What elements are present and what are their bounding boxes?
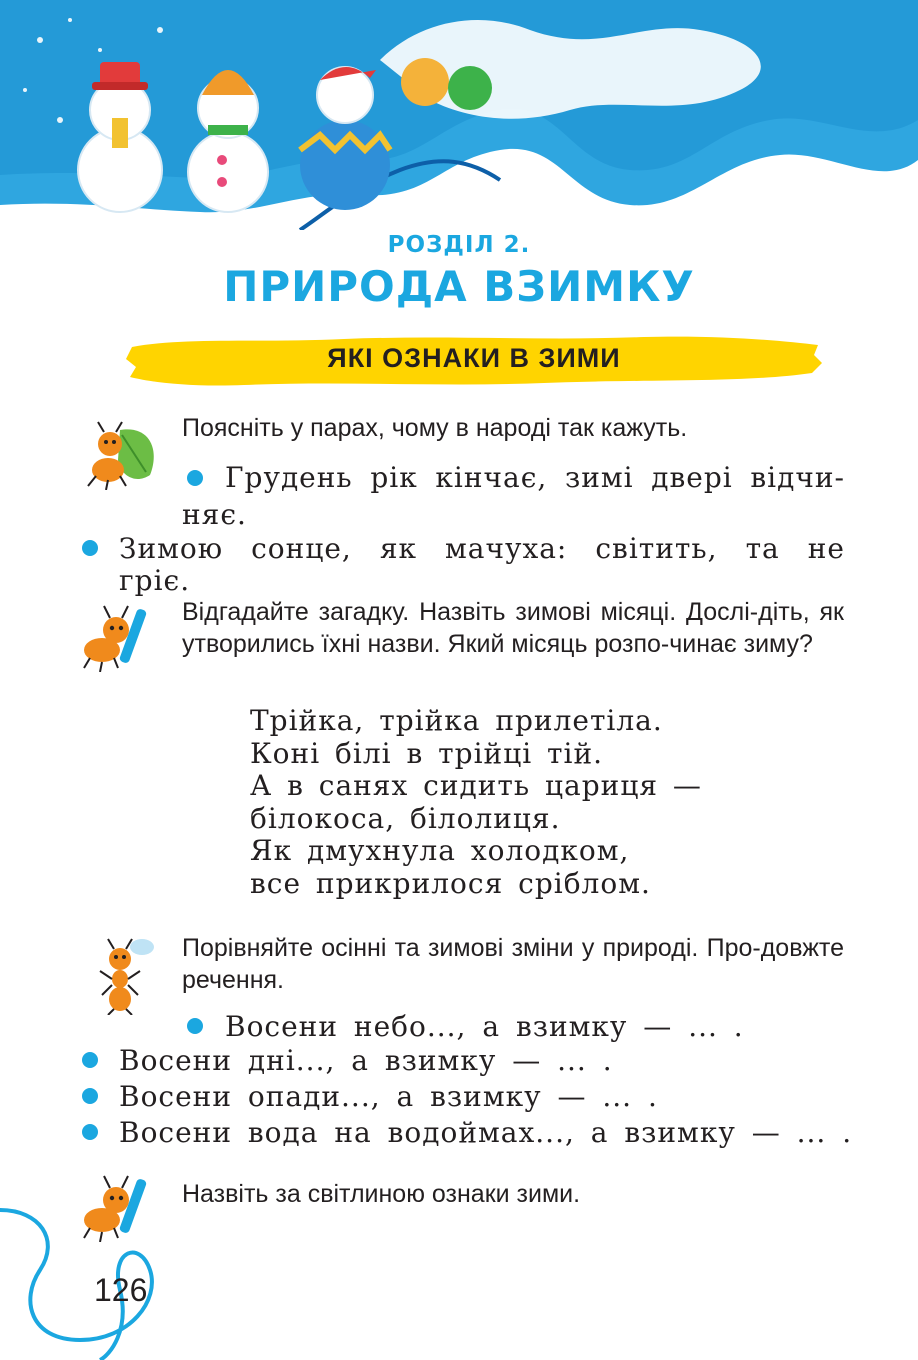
poem-line: Коні білі в трійці тій. (250, 736, 604, 770)
poem-line: білокоса, білолиця. (250, 801, 561, 835)
proverb-2: Зимою сонце, як мачуха: світить, та не гріє. (119, 532, 845, 597)
ant-with-leaf-icon (80, 420, 160, 490)
sentence-1: Восени небо..., а взимку — ... . (225, 1010, 744, 1043)
proverb-1-line-2: няє. (182, 498, 247, 531)
sentence-2: Восени дні..., а взимку — ... . (119, 1044, 613, 1077)
task3-instruction: Порівняйте осінні та зимові зміни у природі. Про-довжте речення. (182, 934, 844, 994)
ant-with-pen-icon (80, 600, 150, 672)
task1-instruction: Поясніть у парах, чому в народі так кажуть. (182, 414, 688, 442)
theme-title: ЯКІ ОЗНАКИ В ЗИМИ (327, 343, 621, 373)
winter-banner-illustration (0, 0, 918, 230)
ant-thinking-icon (94, 935, 160, 1015)
section-label: РОЗДІЛ 2. (387, 232, 531, 258)
poem-line: А в санях сидить цариця — (250, 769, 702, 802)
bullet-dot (82, 1052, 98, 1068)
bullet-dot (187, 1018, 203, 1034)
task2-instruction: Відгадайте загадку. Назвіть зимові місяці. Дослі-діть, як утворились їхні назви. Який місяць розпо-чинає зиму? (182, 598, 844, 658)
bullet-dot (187, 470, 203, 486)
riddle-poem (250, 705, 702, 900)
sentence-3: Восени опади..., а взимку — ... . (119, 1080, 658, 1113)
sentence-4: Восени вода на водоймах..., а взимку — ... . (119, 1116, 853, 1149)
page-number: 126 (94, 1272, 148, 1308)
poem-line: Трійка, трійка прилетіла. (250, 704, 663, 737)
poem-line: Як дмухнула холодком, (250, 834, 630, 867)
bullet-dot (82, 1124, 98, 1140)
section-title: ПРИРОДА ВЗИМКУ (223, 262, 695, 311)
proverb-1-line-1: Грудень рік кінчає, зимі двері відчи- (225, 461, 845, 494)
task4-instruction: Назвіть за світлиною ознаки зими. (182, 1180, 581, 1208)
bullet-dot (82, 1088, 98, 1104)
poem-line: все прикрилося сріблом. (250, 866, 651, 900)
bullet-dot (82, 540, 98, 556)
